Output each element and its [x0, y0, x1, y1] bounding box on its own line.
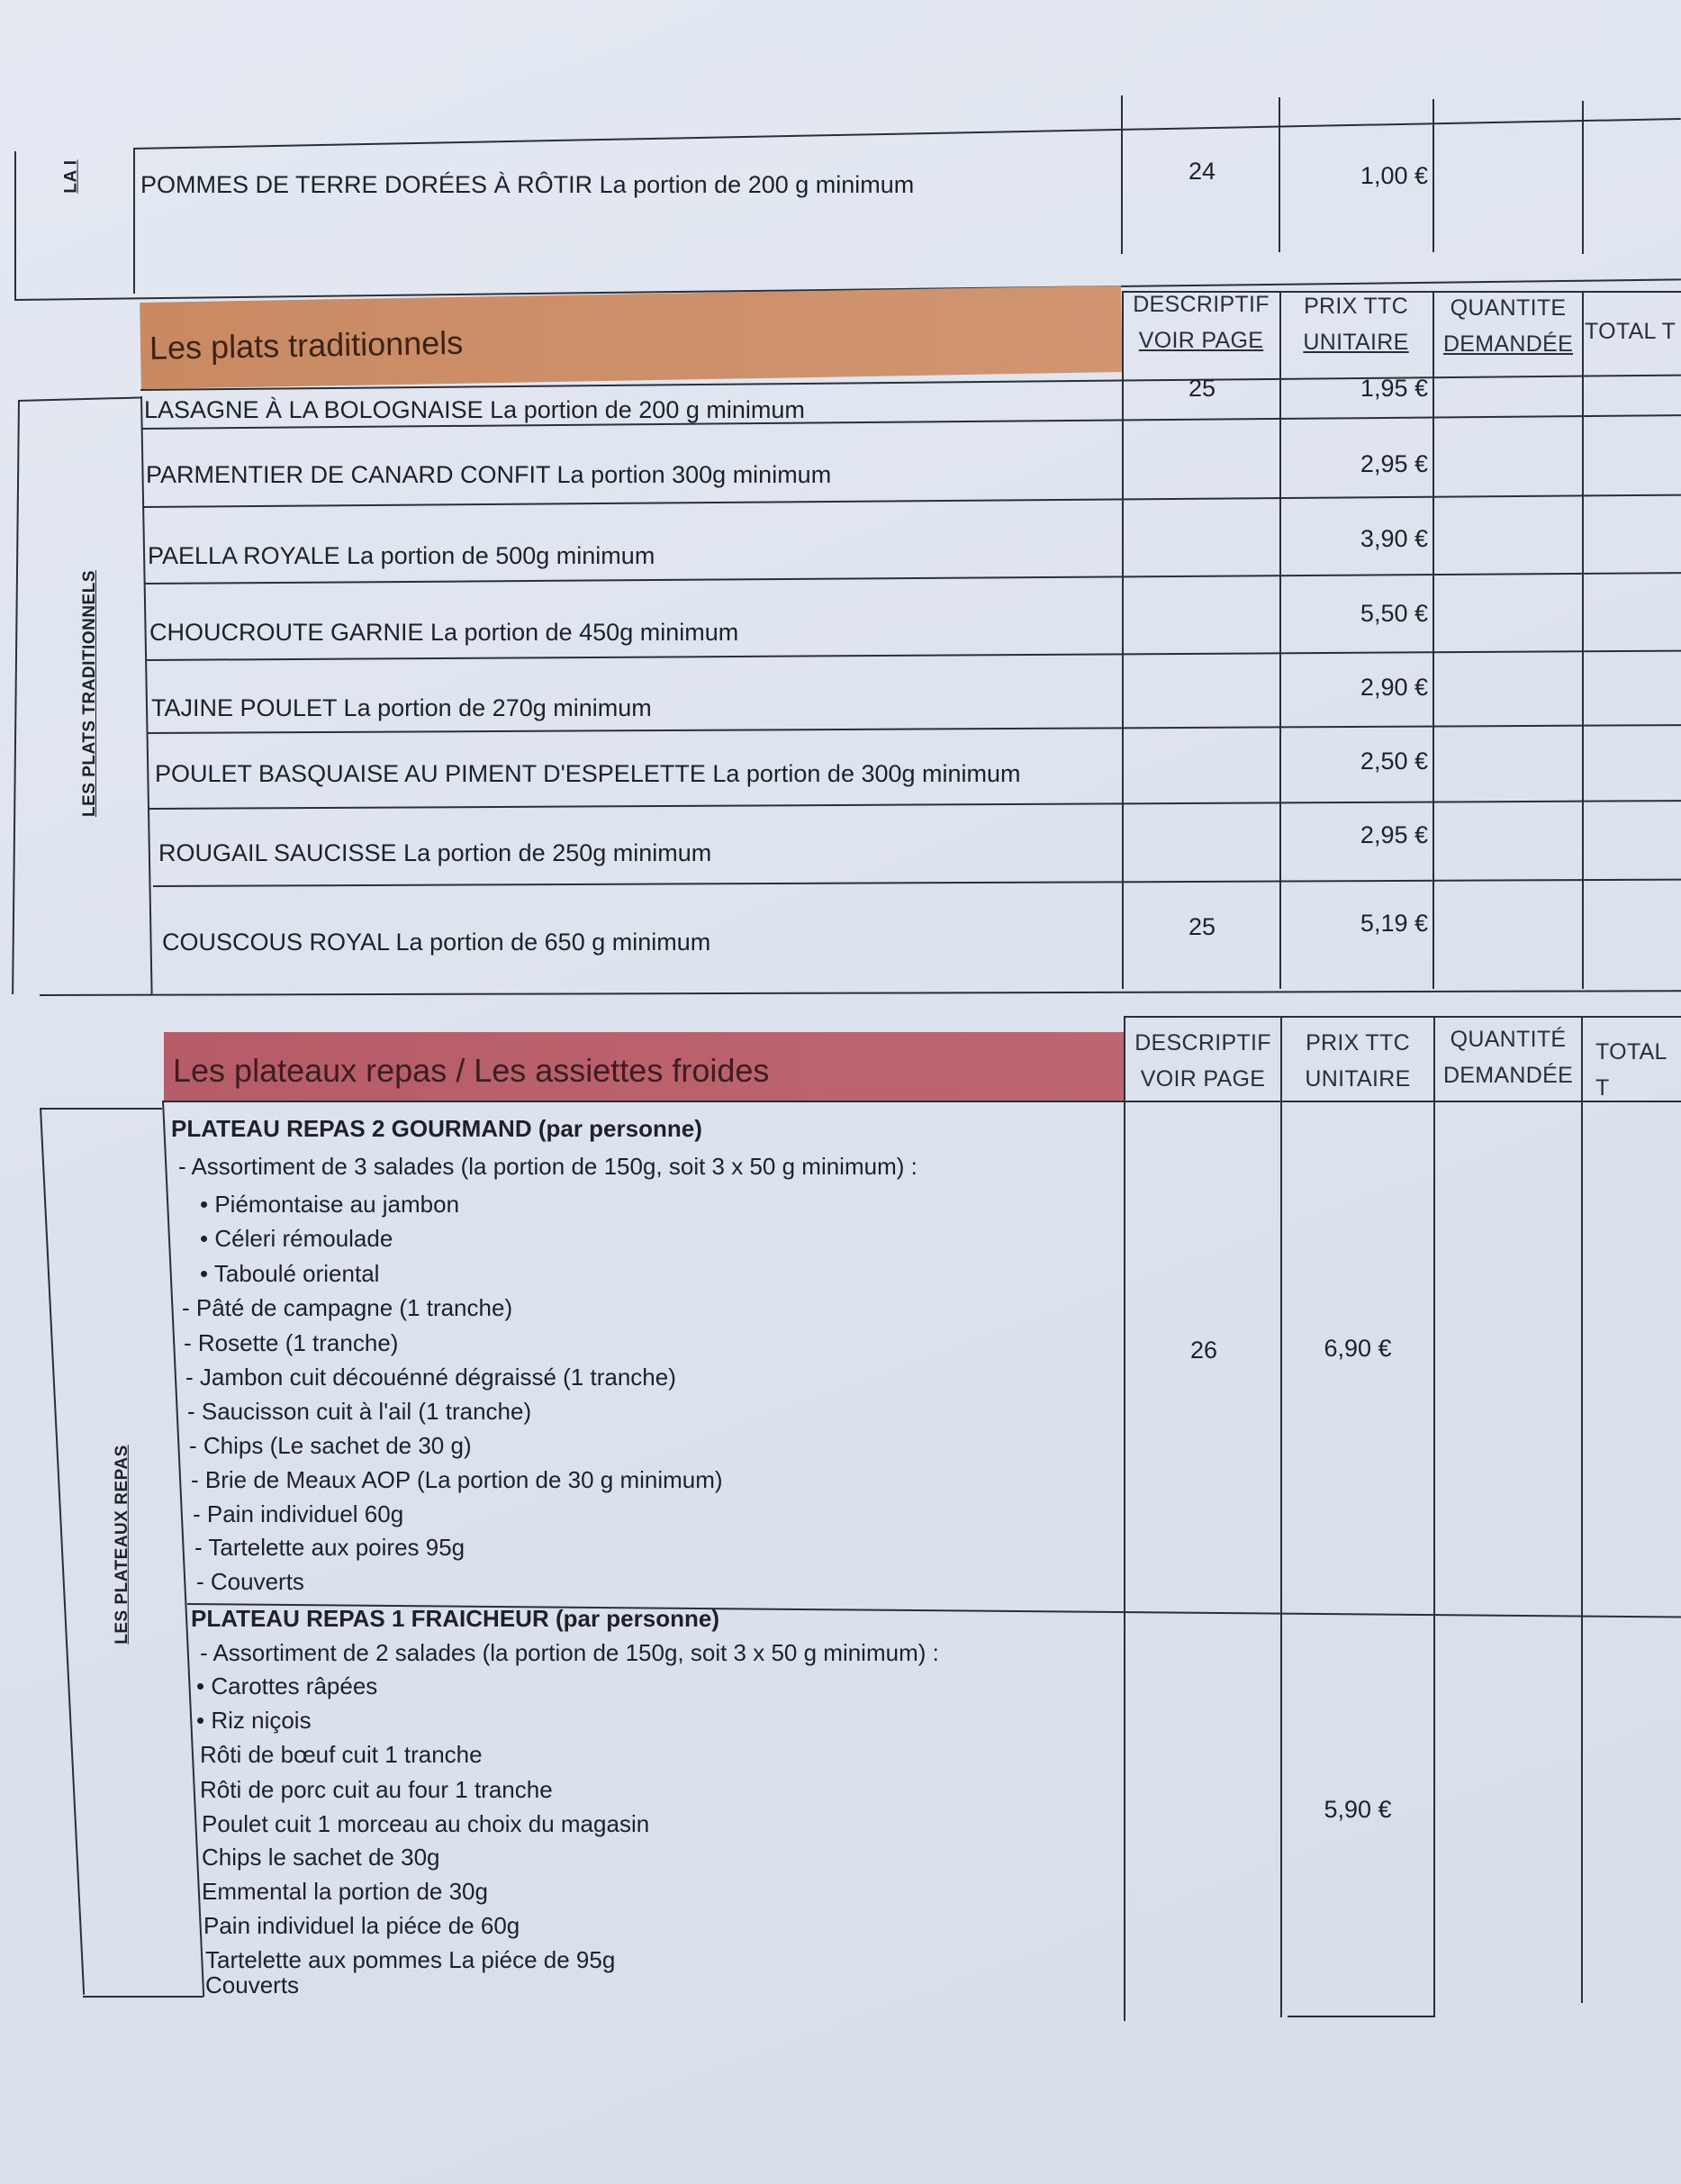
- header-descriptif: DESCRIPTIF VOIR PAGE: [1133, 292, 1270, 353]
- plateau-fraicheur-title: PLATEAU REPAS 1 FRAICHEUR (par personne): [191, 1605, 719, 1632]
- rule: [162, 1101, 1681, 1102]
- list-item: - Assortiment de 2 salades (la portion de 150g, soit 3 x 50 g minimum) :: [200, 1639, 939, 1666]
- rule: [1124, 1016, 1125, 2021]
- header-total: TOTAL T: [1595, 1039, 1667, 1101]
- unit-price: 5,90 €: [1324, 1796, 1392, 1823]
- rule: [40, 990, 1681, 996]
- page-ref: 25: [1188, 375, 1216, 402]
- unit-price: 5,19 €: [1360, 910, 1428, 937]
- page-ref: 26: [1189, 1337, 1218, 1364]
- rule: [144, 572, 1681, 585]
- rule: [1288, 2016, 1435, 2017]
- list-item: Emmental la portion de 30g: [202, 1878, 488, 1905]
- list-item: - Brie de Meaux AOP (La portion de 30 g minimum): [191, 1466, 723, 1493]
- rule: [1122, 291, 1681, 293]
- rule: [146, 650, 1681, 661]
- side-label-plateaux: LES PLATEAUX REPAS: [113, 1445, 132, 1645]
- product-label-parmentier: PARMENTIER DE CANARD CONFIT La portion 300g minimum: [146, 461, 832, 488]
- side-label-top: LA I: [62, 159, 81, 194]
- unit-price: 2,90 €: [1360, 674, 1428, 701]
- list-item: Couverts: [205, 1971, 300, 1998]
- list-item: • Céleri rémoulade: [200, 1225, 393, 1252]
- list-item: - Saucisson cuit à l'ail (1 tranche): [187, 1398, 532, 1425]
- unit-price: 5,50 €: [1360, 600, 1428, 627]
- rule: [40, 1108, 85, 1995]
- list-item: - Pain individuel 60g: [193, 1500, 404, 1527]
- list-item: - Couverts: [196, 1568, 304, 1595]
- product-label-tajine: TAJINE POULET La portion de 270g minimum: [151, 694, 652, 721]
- rule: [1122, 291, 1124, 989]
- list-item: - Rosette (1 tranche): [184, 1329, 399, 1356]
- list-item: Pain individuel la piéce de 60g: [203, 1912, 520, 1939]
- header-descriptif: DESCRIPTIF VOIR PAGE: [1134, 1030, 1271, 1092]
- product-label-poulet-basquaise: POULET BASQUAISE AU PIMENT D'ESPELETTE La portion de 300g minimum: [155, 760, 1021, 787]
- rule: [1582, 291, 1584, 989]
- rule: [40, 1108, 162, 1110]
- unit-price: 3,90 €: [1360, 525, 1428, 552]
- product-label-couscous: COUSCOUS ROYAL La portion de 650 g minimum: [162, 929, 711, 956]
- list-item: Rôti de bœuf cuit 1 tranche: [200, 1741, 483, 1768]
- unit-price: 6,90 €: [1324, 1335, 1392, 1362]
- rule: [1279, 291, 1281, 989]
- plateau-gourmand-title: PLATEAU REPAS 2 GOURMAND (par personne): [171, 1115, 702, 1142]
- unit-price: 1,95 €: [1360, 375, 1428, 402]
- rule: [1124, 1016, 1681, 1018]
- product-label-paella: PAELLA ROYALE La portion de 500g minimum: [148, 542, 655, 569]
- list-item: Tartelette aux pommes La piéce de 95g: [205, 1946, 616, 1973]
- rule: [1121, 95, 1123, 254]
- header-total: TOTAL T: [1585, 319, 1676, 344]
- header-quantite: QUANTITÉ DEMANDÉE: [1442, 1027, 1574, 1088]
- rule: [1432, 291, 1434, 989]
- list-item: - Assortiment de 3 salades (la portion de 150g, soit 3 x 50 g minimum) :: [178, 1153, 917, 1180]
- rule: [133, 118, 1681, 150]
- list-item: Rôti de porc cuit au four 1 tranche: [200, 1776, 553, 1803]
- list-item: • Carottes râpées: [196, 1672, 378, 1699]
- list-item: - Chips (Le sachet de 30 g): [189, 1432, 472, 1459]
- rule: [153, 879, 1681, 887]
- product-label-lasagne: LASAGNE À LA BOLOGNAISE La portion de 200 g minimum: [144, 396, 805, 423]
- header-prix: PRIX TTC UNITAIRE: [1303, 294, 1409, 355]
- list-item: Poulet cuit 1 morceau au choix du magasin: [202, 1810, 650, 1837]
- unit-price: 2,95 €: [1360, 821, 1428, 848]
- list-item: • Taboulé oriental: [200, 1260, 380, 1287]
- header-prix: PRIX TTC UNITAIRE: [1305, 1030, 1411, 1092]
- list-item: • Riz niçois: [196, 1707, 312, 1734]
- section-title-plats: Les plats traditionnels: [140, 285, 1123, 389]
- rule: [1581, 1016, 1583, 2003]
- page-ref: 24: [1188, 158, 1216, 185]
- unit-price: 2,95 €: [1360, 450, 1428, 477]
- list-item: - Jambon cuit découénné dégraissé (1 tranche): [185, 1364, 676, 1391]
- rule: [149, 800, 1681, 810]
- rule: [14, 151, 16, 299]
- unit-price: 1,00 €: [1360, 162, 1428, 189]
- product-label-pommes: POMMES DE TERRE DORÉES À RÔTIR La portion de 200 g minimum: [140, 171, 915, 198]
- section-title-plateaux: Les plateaux repas / Les assiettes froides: [164, 1032, 1124, 1102]
- rule: [133, 148, 135, 294]
- rule: [1582, 101, 1584, 254]
- rule: [12, 400, 20, 994]
- rule: [1280, 1016, 1282, 2017]
- rule: [83, 1996, 203, 1998]
- list-item: • Piémontaise au jambon: [200, 1191, 460, 1218]
- rule: [1433, 1016, 1435, 2016]
- rule: [148, 724, 1681, 734]
- rule: [1279, 97, 1280, 252]
- page-ref: 25: [1188, 913, 1216, 940]
- list-item: - Pâté de campagne (1 tranche): [182, 1294, 513, 1321]
- side-label-plats: LES PLATS TRADITIONNELS: [80, 570, 100, 817]
- product-label-choucroute: CHOUCROUTE GARNIE La portion de 450g minimum: [149, 619, 739, 646]
- header-quantite: QUANTITE DEMANDÉE: [1442, 295, 1574, 357]
- rule: [142, 494, 1681, 508]
- unit-price: 2,50 €: [1360, 748, 1428, 775]
- list-item: - Tartelette aux poires 95g: [194, 1534, 465, 1561]
- product-label-rougail: ROUGAIL SAUCISSE La portion de 250g minimum: [158, 839, 712, 866]
- rule: [1432, 99, 1434, 252]
- rule: [18, 396, 140, 402]
- list-item: Chips le sachet de 30g: [202, 1844, 440, 1871]
